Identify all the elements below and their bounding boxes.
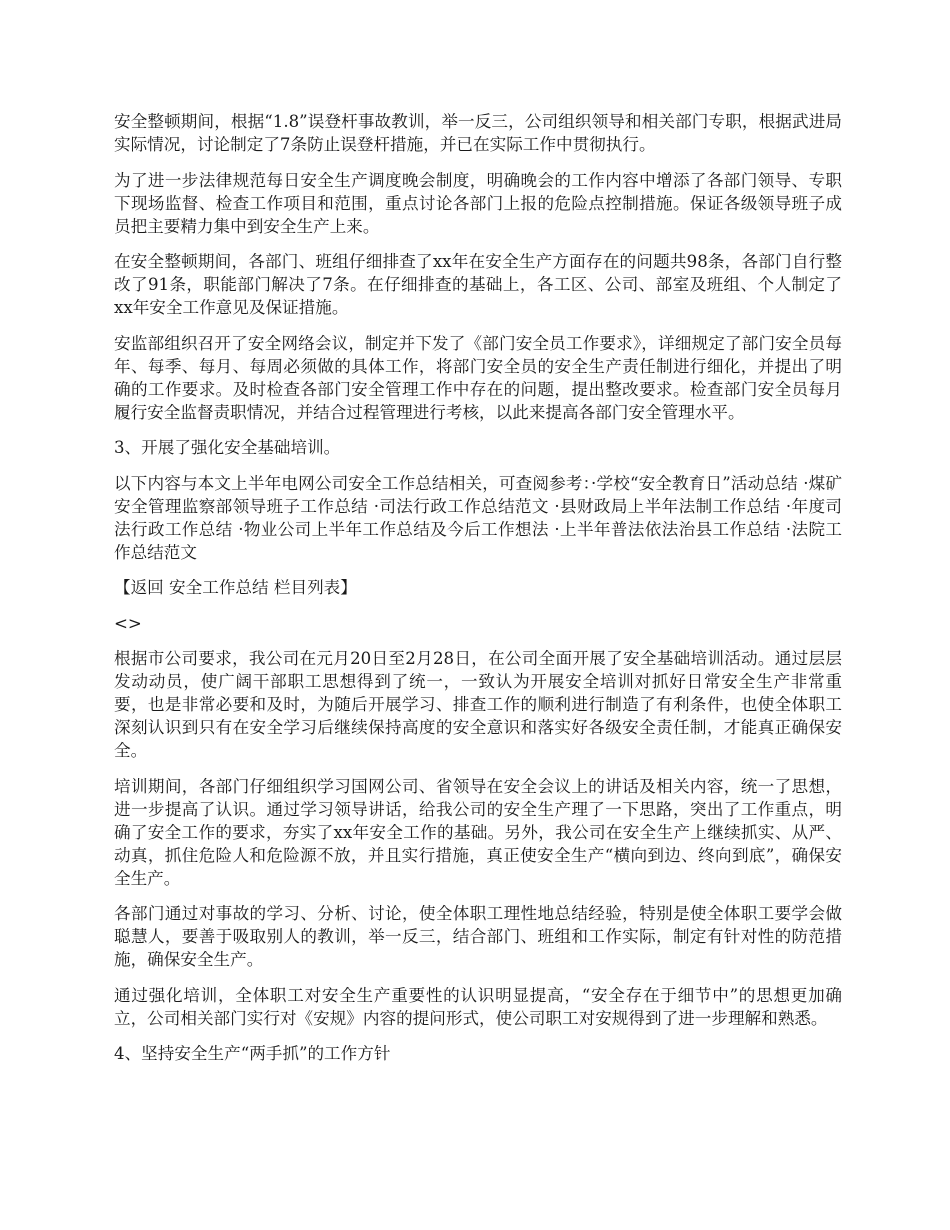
paragraph-misclimb-measures: 安全整顿期间，根据“1.8”误登杆事故教训，举一反三，公司组织领导和相关部门专职，根据武进局实际情况，讨论制定了7条防止误登杆措施，并已在实际工作中贯彻执行。 xyxy=(114,112,842,154)
paragraph-issue-review: 在安全整顿期间，各部门、班组仔细排查了xx年在安全生产方面存在的问题共98条，各部门自行整改了91条，职能部门解决了7条。在仔细排查的基础上，各工区、公司、部室及班组、个人制定了xx年安全工作意见及保证措施。 xyxy=(114,252,842,317)
paragraph-training-results: 通过强化培训，全体职工对安全生产重要性的认识明显提高，“安全存在于细节中”的思想更加确立，公司相关部门实行对《安规》内容的提问形式，使公司职工对安规得到了进一步理解和熟悉。 xyxy=(114,985,842,1028)
paragraph-accident-learning: 各部门通过对事故的学习、分析、讨论，使全体职工理性地总结经验，特别是使全体职工要学会做聪慧人，要善于吸取别人的教训，举一反三，结合部门、班组和工作实际，制定有针对性的防范措施，确保安全生产。 xyxy=(114,904,842,969)
section-heading-3: 3、开展了强化安全基础培训。 xyxy=(114,438,341,457)
paragraph-training-activity: 根据市公司要求，我公司在元月20日至2月28日，在公司全面开展了安全基础培训活动。通过层层发动动员，使广阔干部职工思想得到了统一，一致认为开展安全培训对抓好日常安全生产非常重要，也是非常必要和及时，为随后开展学习、排查工作的顺利进行制造了有利条件，也使全体职工深刻认识到只有在安全学习后继续保持高度的安全意识和落实好各级安全责任制，才能真正确保安全。 xyxy=(114,649,842,760)
document-body xyxy=(114,110,842,1078)
paragraph-angle-brackets: <> xyxy=(114,613,142,633)
paragraph-related-links: 以下内容与本文上半年电网公司安全工作总结相关，可查阅参考：·学校“安全教育日”活动总结 ·煤矿安全管理监察部领导班子工作总结 ·司法行政工作总结范文 ·县财政局上半年法制工作总结 ·年度司法行政工作总结 ·物业公司上半年工作总结及今后工作想法 ·上半年普法依法治县工作总结 ·法院工作总结范文 xyxy=(114,473,842,562)
section-heading-4: 4、坚持安全生产“两手抓”的工作方针 xyxy=(114,1044,391,1063)
paragraph-safety-network-meeting: 安监部组织召开了安全网络会议，制定并下发了《部门安全员工作要求》，详细规定了部门安全员每年、每季、每月、每周必须做的具体工作，将部门安全员的安全生产责任制进行细化，并提出了明确的工作要求。及时检查各部门安全管理工作中存在的问题，提出整改要求。检查部门安全员每月履行安全监督责职情况，并结合过程管理进行考核，以此来提高各部门安全管理水平。 xyxy=(114,333,842,422)
paragraph-training-period: 培训期间，各部门仔细组织学习国网公司、省领导在安全会议上的讲话及相关内容，统一了思想，进一步提高了认识。通过学习领导讲话，给我公司的安全生产理了一下思路，突出了工作重点，明确了安全工作的要求，夯实了xx年安全工作的基础。另外，我公司在安全生产上继续抓实、从严、动真，抓住危险人和危险源不放，并且实行措施，真正使安全生产“横向到边、终向到底”，确保安全生产。 xyxy=(114,776,842,888)
return-column-link[interactable]: 【返回 安全工作总结 栏目列表】 xyxy=(114,578,357,597)
paragraph-evening-meeting: 为了进一步法律规范每日安全生产调度晚会制度，明确晚会的工作内容中增添了各部门领导、专职下现场监督、检查工作项目和范围，重点讨论各部门上报的危险点控制措施。保证各级领导班子成员把主要精力集中到安全生产上来。 xyxy=(114,170,842,236)
